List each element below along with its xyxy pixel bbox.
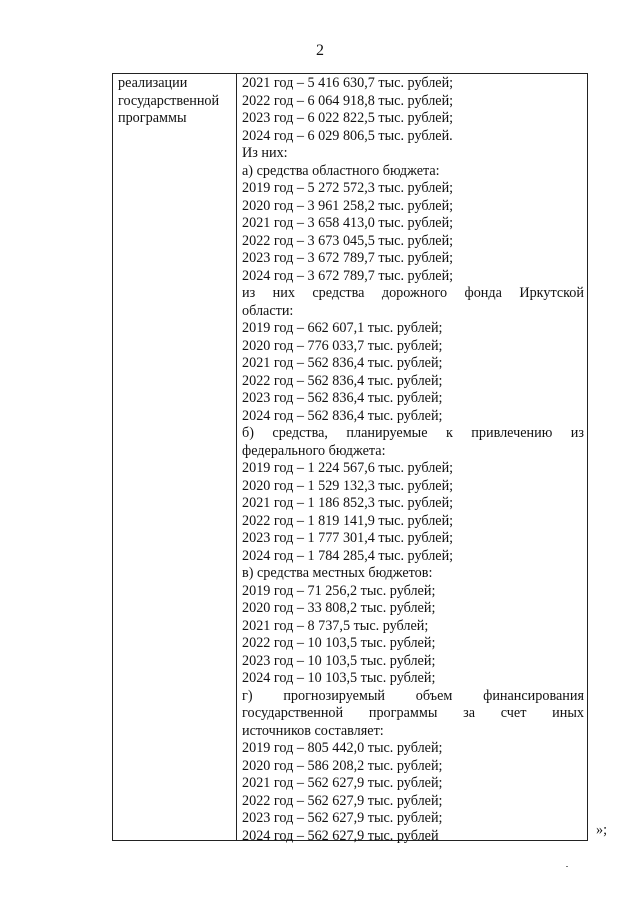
- left-cell-line: государственной: [118, 92, 220, 109]
- funding-line: федерального бюджета:: [242, 442, 386, 459]
- funding-line: б) средства, планируемые к привлечению из: [242, 425, 584, 441]
- funding-line: 2024 год – 3 672 789,7 тыс. рублей;: [242, 267, 454, 284]
- funding-line: 2020 год – 33 808,2 тыс. рублей;: [242, 600, 436, 616]
- funding-line: 2019 год – 71 256,2 тыс. рублей;: [242, 582, 436, 599]
- table-left-cell: [118, 75, 232, 128]
- closing-quote-mark: »;: [596, 822, 608, 838]
- funding-line: 2023 год – 3 672 789,7 тыс. рублей;: [242, 250, 454, 266]
- funding-line: 2021 год – 562 627,9 тыс. рублей;: [242, 775, 443, 791]
- funding-line: 2022 год – 3 673 045,5 тыс. рублей;: [242, 232, 454, 249]
- funding-line: 2020 год – 586 208,2 тыс. рублей;: [242, 757, 443, 774]
- funding-line: 2020 год – 776 033,7 тыс. рублей;: [242, 337, 443, 354]
- funding-line: 2024 год – 10 103,5 тыс. рублей;: [242, 670, 436, 686]
- funding-line: 2020 год – 1 529 132,3 тыс. рублей;: [242, 477, 454, 494]
- funding-line: 2024 год – 1 784 285,4 тыс. рублей;: [242, 547, 454, 564]
- funding-line: 2022 год – 6 064 918,8 тыс. рублей;: [242, 92, 454, 109]
- funding-line: а) средства областного бюджета:: [242, 162, 440, 179]
- funding-line: 2024 год – 6 029 806,5 тыс. рублей.: [242, 127, 453, 144]
- funding-line: 2020 год – 3 961 258,2 тыс. рублей;: [242, 197, 454, 214]
- left-cell-line: программы: [118, 110, 187, 126]
- funding-line: 2021 год – 3 658 413,0 тыс. рублей;: [242, 215, 454, 231]
- scan-speck: [566, 866, 568, 867]
- funding-line: источников составляет:: [242, 722, 384, 739]
- funding-line: 2024 год – 562 836,4 тыс. рублей;: [242, 407, 443, 424]
- funding-line: 2021 год – 562 836,4 тыс. рублей;: [242, 355, 443, 371]
- funding-line: области:: [242, 302, 294, 319]
- funding-line: 2019 год – 805 442,0 тыс. рублей;: [242, 740, 443, 756]
- funding-line: 2021 год – 1 186 852,3 тыс. рублей;: [242, 495, 454, 511]
- funding-line: из них средства дорожного фонда Иркутской: [242, 285, 584, 301]
- left-cell-line: реализации: [118, 75, 188, 91]
- funding-line: 2022 год – 1 819 141,9 тыс. рублей;: [242, 512, 454, 529]
- funding-line: 2019 год – 662 607,1 тыс. рублей;: [242, 320, 443, 336]
- funding-line: 2022 год – 562 836,4 тыс. рублей;: [242, 372, 443, 389]
- funding-line: г) прогнозируемый объем финансирования: [242, 687, 584, 704]
- funding-line: в) средства местных бюджетов:: [242, 565, 433, 581]
- funding-line: 2023 год – 562 627,9 тыс. рублей;: [242, 810, 443, 826]
- funding-line: 2023 год – 6 022 822,5 тыс. рублей;: [242, 110, 454, 126]
- funding-line: Из них:: [242, 145, 288, 161]
- funding-line: 2024 год – 562 627,9 тыс. рублей: [242, 827, 439, 844]
- funding-line: 2023 год – 1 777 301,4 тыс. рублей;: [242, 530, 454, 546]
- page-number: 2: [316, 42, 324, 59]
- funding-line: 2023 год – 562 836,4 тыс. рублей;: [242, 390, 443, 406]
- funding-line: 2022 год – 562 627,9 тыс. рублей;: [242, 792, 443, 809]
- table-right-cell: [242, 75, 584, 845]
- funding-line: 2021 год – 5 416 630,7 тыс. рублей;: [242, 75, 454, 91]
- funding-line: государственной программы за счет иных: [242, 705, 584, 721]
- funding-line: 2019 год – 5 272 572,3 тыс. рублей;: [242, 180, 454, 196]
- table-column-divider: [236, 73, 237, 841]
- funding-line: 2019 год – 1 224 567,6 тыс. рублей;: [242, 460, 454, 476]
- funding-line: 2022 год – 10 103,5 тыс. рублей;: [242, 635, 436, 651]
- funding-line: 2021 год – 8 737,5 тыс. рублей;: [242, 617, 429, 634]
- funding-line: 2023 год – 10 103,5 тыс. рублей;: [242, 652, 436, 669]
